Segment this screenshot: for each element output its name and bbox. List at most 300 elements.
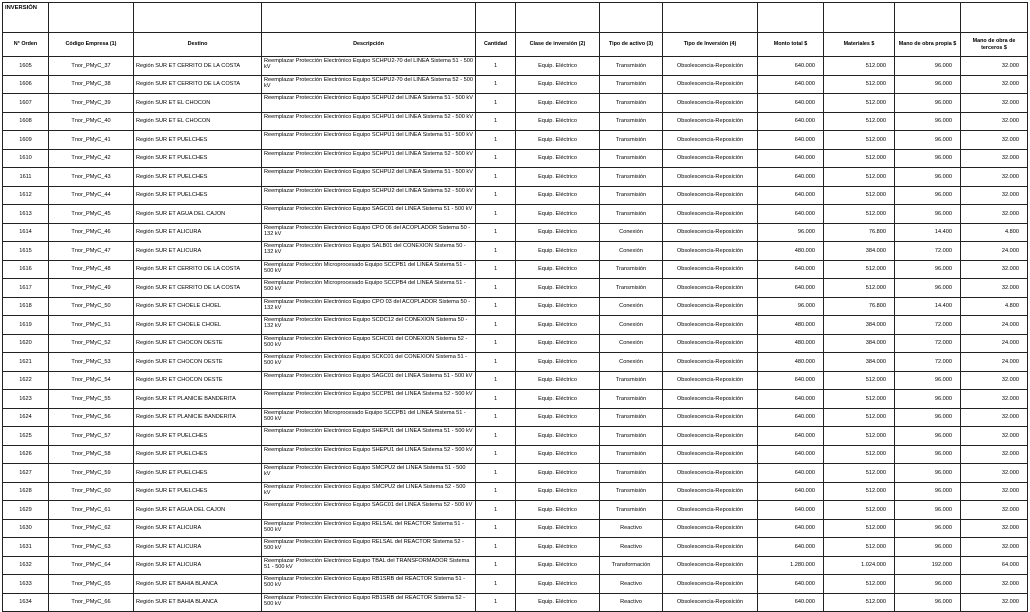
cell-orden: 1617 xyxy=(3,279,49,298)
cell-destino: Región SUR ET PUELCHES xyxy=(134,168,262,187)
cell-orden: 1616 xyxy=(3,260,49,279)
cell-mano-propia: 72.000 xyxy=(895,242,961,261)
cell-tipo-inversion: Obsolescencia-Reposición xyxy=(663,279,758,298)
cell-codigo: Tnor_PMyC_37 xyxy=(49,57,134,76)
cell-mano-propia: 96.000 xyxy=(895,260,961,279)
cell-tipo-activo: Conexión xyxy=(600,223,663,242)
cell-materiales: 512.000 xyxy=(824,149,895,168)
cell-monto: 480.000 xyxy=(758,353,824,372)
cell-monto: 640.000 xyxy=(758,464,824,483)
cell-descripcion: Reemplazar Protección Microprocesado Equipo SCCPB1 del LINEA Sistema 51 - 500 kV xyxy=(262,408,476,427)
cell-mano-terceros: 24.000 xyxy=(961,353,1028,372)
cell-descripcion: Reemplazar Protección Electrónico Equipo SCHPU1 del LINEA Sistema 51 - 500 kV xyxy=(262,131,476,150)
cell-descripcion: Reemplazar Protección Electrónico Equipo SCHPU2 del LINEA Sistema 52 - 500 kV xyxy=(262,186,476,205)
cell-descripcion: Reemplazar Protección Electrónico Equipo RELSAL del REACTOR Sistema 52 - 500 kV xyxy=(262,538,476,557)
cell-codigo: Tnor_PMyC_49 xyxy=(49,279,134,298)
cell-orden: 1624 xyxy=(3,408,49,427)
cell-codigo: Tnor_PMyC_40 xyxy=(49,112,134,131)
table-row xyxy=(3,260,1028,279)
cell-materiales: 512.000 xyxy=(824,593,895,612)
cell-cantidad: 1 xyxy=(476,131,516,150)
cell-mano-terceros: 32.000 xyxy=(961,408,1028,427)
cell-codigo: Tnor_PMyC_57 xyxy=(49,427,134,446)
table-row xyxy=(3,205,1028,224)
cell-clase: Equip. Eléctrico xyxy=(516,390,600,409)
cell-monto: 640.000 xyxy=(758,593,824,612)
cell-clase: Equip. Eléctrico xyxy=(516,316,600,335)
cell-destino: Región SUR ET PUELCHES xyxy=(134,149,262,168)
cell-destino: Región SUR ET PUELCHES xyxy=(134,445,262,464)
cell-materiales: 512.000 xyxy=(824,371,895,390)
cell-cantidad: 1 xyxy=(476,57,516,76)
cell-tipo-activo: Transmisión xyxy=(600,371,663,390)
cell-mano-terceros: 4.800 xyxy=(961,223,1028,242)
cell-materiales: 512.000 xyxy=(824,538,895,557)
cell-cantidad: 1 xyxy=(476,593,516,612)
cell-mano-propia: 96.000 xyxy=(895,371,961,390)
cell-mano-propia: 72.000 xyxy=(895,334,961,353)
cell-descripcion: Reemplazar Protección Electrónico Equipo SAGC01 del LINEA Sistema 52 - 500 kV xyxy=(262,501,476,520)
cell-clase: Equip. Eléctrico xyxy=(516,260,600,279)
cell-destino: Región SUR ET CHOCON OESTE xyxy=(134,371,262,390)
cell-clase: Equip. Eléctrico xyxy=(516,112,600,131)
cell-mano-terceros: 32.000 xyxy=(961,186,1028,205)
table-row xyxy=(3,519,1028,538)
table-row xyxy=(3,112,1028,131)
cell-monto: 640.000 xyxy=(758,112,824,131)
cell-materiales: 384.000 xyxy=(824,353,895,372)
cell-mano-propia: 96.000 xyxy=(895,408,961,427)
table-row xyxy=(3,482,1028,501)
cell-orden: 1631 xyxy=(3,538,49,557)
cell-tipo-inversion: Obsolescencia-Reposición xyxy=(663,316,758,335)
cell-codigo: Tnor_PMyC_58 xyxy=(49,445,134,464)
cell-materiales: 512.000 xyxy=(824,427,895,446)
table-row xyxy=(3,593,1028,612)
cell-destino: Región SUR ET CHOCON OESTE xyxy=(134,353,262,372)
table-row xyxy=(3,427,1028,446)
cell-materiales: 512.000 xyxy=(824,260,895,279)
cell-cantidad: 1 xyxy=(476,186,516,205)
cell-cantidad: 1 xyxy=(476,316,516,335)
cell-mano-terceros: 32.000 xyxy=(961,464,1028,483)
cell-materiales: 512.000 xyxy=(824,445,895,464)
cell-mano-propia: 72.000 xyxy=(895,353,961,372)
cell-clase: Equip. Eléctrico xyxy=(516,501,600,520)
cell-mano-terceros: 32.000 xyxy=(961,445,1028,464)
cell-materiales: 512.000 xyxy=(824,186,895,205)
cell-tipo-inversion: Obsolescencia-Reposición xyxy=(663,242,758,261)
cell-monto: 640.000 xyxy=(758,408,824,427)
cell-mano-terceros: 32.000 xyxy=(961,575,1028,594)
cell-clase: Equip. Eléctrico xyxy=(516,334,600,353)
cell-tipo-activo: Transmisión xyxy=(600,464,663,483)
cell-cantidad: 1 xyxy=(476,575,516,594)
cell-tipo-activo: Reactivo xyxy=(600,593,663,612)
cell-tipo-inversion: Obsolescencia-Reposición xyxy=(663,464,758,483)
table-row xyxy=(3,131,1028,150)
cell-monto: 480.000 xyxy=(758,334,824,353)
cell-destino: Región SUR ET CHOELE CHOEL xyxy=(134,316,262,335)
table-row xyxy=(3,464,1028,483)
cell-monto: 640.000 xyxy=(758,371,824,390)
cell-descripcion: Reemplazar Protección Electrónico Equipo CPO 06 del ACOPLADOR Sistema 50 - 132 kV xyxy=(262,223,476,242)
cell-destino: Región SUR ET CERRITO DE LA COSTA xyxy=(134,279,262,298)
cell-clase: Equip. Eléctrico xyxy=(516,242,600,261)
cell-codigo: Tnor_PMyC_66 xyxy=(49,593,134,612)
cell-monto: 640.000 xyxy=(758,519,824,538)
cell-orden: 1614 xyxy=(3,223,49,242)
cell-tipo-activo: Conexión xyxy=(600,316,663,335)
cell-tipo-activo: Transmisión xyxy=(600,168,663,187)
table-row xyxy=(3,408,1028,427)
cell-monto: 640.000 xyxy=(758,575,824,594)
cell-tipo-inversion: Obsolescencia-Reposición xyxy=(663,390,758,409)
cell-clase: Equip. Eléctrico xyxy=(516,482,600,501)
table-row xyxy=(3,575,1028,594)
cell-tipo-activo: Transmisión xyxy=(600,149,663,168)
cell-materiales: 384.000 xyxy=(824,316,895,335)
cell-materiales: 512.000 xyxy=(824,131,895,150)
cell-orden: 1615 xyxy=(3,242,49,261)
cell-mano-terceros: 32.000 xyxy=(961,482,1028,501)
cell-tipo-inversion: Obsolescencia-Reposición xyxy=(663,223,758,242)
cell-descripcion: Reemplazar Protección Electrónico Equipo SHEPU1 del LINEA Sistema 51 - 500 kV xyxy=(262,427,476,446)
table-row xyxy=(3,501,1028,520)
cell-orden: 1619 xyxy=(3,316,49,335)
cell-tipo-inversion: Obsolescencia-Reposición xyxy=(663,205,758,224)
cell-mano-propia: 96.000 xyxy=(895,186,961,205)
table-row xyxy=(3,186,1028,205)
cell-mano-terceros: 32.000 xyxy=(961,371,1028,390)
cell-descripcion: Reemplazar Protección Electrónico Equipo RELSAL del REACTOR Sistema 51 - 500 kV xyxy=(262,519,476,538)
header-orden: N° Orden xyxy=(3,33,49,57)
cell-cantidad: 1 xyxy=(476,427,516,446)
cell-cantidad: 1 xyxy=(476,75,516,94)
cell-materiales: 512.000 xyxy=(824,464,895,483)
cell-tipo-activo: Reactivo xyxy=(600,538,663,557)
cell-mano-propia: 96.000 xyxy=(895,482,961,501)
cell-tipo-inversion: Obsolescencia-Reposición xyxy=(663,593,758,612)
cell-orden: 1610 xyxy=(3,149,49,168)
cell-tipo-activo: Transmisión xyxy=(600,408,663,427)
cell-tipo-inversion: Obsolescencia-Reposición xyxy=(663,75,758,94)
cell-destino: Región SUR ET BAHIA BLANCA xyxy=(134,593,262,612)
cell-mano-terceros: 32.000 xyxy=(961,149,1028,168)
table-row xyxy=(3,149,1028,168)
cell-codigo: Tnor_PMyC_55 xyxy=(49,390,134,409)
cell-orden: 1625 xyxy=(3,427,49,446)
cell-codigo: Tnor_PMyC_62 xyxy=(49,519,134,538)
cell-descripcion: Reemplazar Protección Electrónico Equipo SCKC01 del CONEXION Sistema 51 - 500 kV xyxy=(262,353,476,372)
cell-monto: 640.000 xyxy=(758,482,824,501)
cell-tipo-inversion: Obsolescencia-Reposición xyxy=(663,445,758,464)
cell-mano-propia: 96.000 xyxy=(895,279,961,298)
cell-destino: Región SUR ET ALICURA xyxy=(134,538,262,557)
cell-cantidad: 1 xyxy=(476,260,516,279)
cell-tipo-inversion: Obsolescencia-Reposición xyxy=(663,353,758,372)
cell-orden: 1608 xyxy=(3,112,49,131)
cell-cantidad: 1 xyxy=(476,94,516,113)
cell-mano-propia: 96.000 xyxy=(895,75,961,94)
cell-codigo: Tnor_PMyC_63 xyxy=(49,538,134,557)
cell-tipo-inversion: Obsolescencia-Reposición xyxy=(663,297,758,316)
cell-materiales: 512.000 xyxy=(824,408,895,427)
cell-destino: Región SUR ET ALICURA xyxy=(134,556,262,575)
cell-tipo-activo: Transmisión xyxy=(600,427,663,446)
cell-materiales: 512.000 xyxy=(824,482,895,501)
cell-monto: 480.000 xyxy=(758,242,824,261)
cell-mano-propia: 96.000 xyxy=(895,519,961,538)
cell-codigo: Tnor_PMyC_43 xyxy=(49,168,134,187)
cell-destino: Región SUR ET PUELCHES xyxy=(134,186,262,205)
cell-clase: Equip. Eléctrico xyxy=(516,186,600,205)
cell-orden: 1626 xyxy=(3,445,49,464)
cell-clase: Equip. Eléctrico xyxy=(516,205,600,224)
cell-clase: Equip. Eléctrico xyxy=(516,353,600,372)
cell-mano-terceros: 32.000 xyxy=(961,205,1028,224)
cell-tipo-activo: Transmisión xyxy=(600,131,663,150)
cell-monto: 640.000 xyxy=(758,168,824,187)
cell-destino: Región SUR ET PUELCHES xyxy=(134,482,262,501)
cell-codigo: Tnor_PMyC_53 xyxy=(49,353,134,372)
cell-tipo-inversion: Obsolescencia-Reposición xyxy=(663,501,758,520)
cell-tipo-inversion: Obsolescencia-Reposición xyxy=(663,94,758,113)
cell-mano-terceros: 32.000 xyxy=(961,427,1028,446)
cell-orden: 1613 xyxy=(3,205,49,224)
cell-mano-propia: 96.000 xyxy=(895,593,961,612)
cell-descripcion: Reemplazar Protección Electrónico Equipo SCDC12 del CONEXION Sistema 50 - 132 kV xyxy=(262,316,476,335)
cell-monto: 480.000 xyxy=(758,316,824,335)
cell-mano-terceros: 24.000 xyxy=(961,242,1028,261)
cell-tipo-activo: Conexión xyxy=(600,242,663,261)
cell-cantidad: 1 xyxy=(476,297,516,316)
cell-mano-propia: 96.000 xyxy=(895,94,961,113)
cell-mano-propia: 96.000 xyxy=(895,445,961,464)
cell-tipo-inversion: Obsolescencia-Reposición xyxy=(663,112,758,131)
cell-orden: 1630 xyxy=(3,519,49,538)
cell-mano-terceros: 24.000 xyxy=(961,316,1028,335)
cell-materiales: 76.800 xyxy=(824,297,895,316)
cell-orden: 1605 xyxy=(3,57,49,76)
cell-materiales: 384.000 xyxy=(824,334,895,353)
cell-cantidad: 1 xyxy=(476,445,516,464)
cell-clase: Equip. Eléctrico xyxy=(516,168,600,187)
cell-mano-propia: 96.000 xyxy=(895,427,961,446)
cell-monto: 640.000 xyxy=(758,94,824,113)
cell-codigo: Tnor_PMyC_39 xyxy=(49,94,134,113)
cell-mano-propia: 72.000 xyxy=(895,316,961,335)
cell-mano-propia: 96.000 xyxy=(895,149,961,168)
table-row xyxy=(3,556,1028,575)
cell-monto: 640.000 xyxy=(758,131,824,150)
cell-clase: Equip. Eléctrico xyxy=(516,94,600,113)
cell-descripcion: Reemplazar Protección Electrónico Equipo CPO 03 del ACOPLADOR Sistema 50 - 132 kV xyxy=(262,297,476,316)
cell-tipo-inversion: Obsolescencia-Reposición xyxy=(663,408,758,427)
cell-monto: 640.000 xyxy=(758,427,824,446)
header-cantidad: Cantidad xyxy=(476,33,516,57)
cell-descripcion: Reemplazar Protección Electrónico Equipo RB1SRB del REACTOR Sistema 52 - 500 kV xyxy=(262,593,476,612)
cell-materiales: 384.000 xyxy=(824,242,895,261)
cell-codigo: Tnor_PMyC_56 xyxy=(49,408,134,427)
cell-descripcion: Reemplazar Protección Electrónico Equipo SCHPU2-70 del LINEA Sistema 52 - 500 kV xyxy=(262,75,476,94)
cell-tipo-inversion: Obsolescencia-Reposición xyxy=(663,538,758,557)
cell-descripcion: Reemplazar Protección Electrónico Equipo SALB01 del CONEXION Sistema 50 - 132 kV xyxy=(262,242,476,261)
cell-codigo: Tnor_PMyC_54 xyxy=(49,371,134,390)
cell-monto: 640.000 xyxy=(758,501,824,520)
cell-materiales: 512.000 xyxy=(824,501,895,520)
cell-orden: 1622 xyxy=(3,371,49,390)
cell-mano-terceros: 24.000 xyxy=(961,334,1028,353)
cell-descripcion: Reemplazar Protección Electrónico Equipo SCHPU1 del LINEA Sistema 52 - 500 kV xyxy=(262,149,476,168)
cell-monto: 640.000 xyxy=(758,538,824,557)
header-tipo-activo: Tipo de activo (3) xyxy=(600,33,663,57)
title-row xyxy=(3,3,1028,33)
cell-clase: Equip. Eléctrico xyxy=(516,75,600,94)
cell-tipo-inversion: Obsolescencia-Reposición xyxy=(663,519,758,538)
cell-monto: 640.000 xyxy=(758,205,824,224)
cell-mano-terceros: 32.000 xyxy=(961,501,1028,520)
cell-tipo-activo: Transmisión xyxy=(600,94,663,113)
cell-clase: Equip. Eléctrico xyxy=(516,538,600,557)
cell-monto: 96.000 xyxy=(758,223,824,242)
cell-tipo-inversion: Obsolescencia-Reposición xyxy=(663,57,758,76)
table-row xyxy=(3,353,1028,372)
cell-cantidad: 1 xyxy=(476,371,516,390)
cell-clase: Equip. Eléctrico xyxy=(516,556,600,575)
table-row xyxy=(3,242,1028,261)
cell-cantidad: 1 xyxy=(476,112,516,131)
cell-orden: 1612 xyxy=(3,186,49,205)
cell-cantidad: 1 xyxy=(476,464,516,483)
cell-mano-terceros: 32.000 xyxy=(961,75,1028,94)
cell-cantidad: 1 xyxy=(476,482,516,501)
cell-codigo: Tnor_PMyC_46 xyxy=(49,223,134,242)
cell-materiales: 512.000 xyxy=(824,575,895,594)
header-row xyxy=(3,33,1028,57)
cell-mano-propia: 96.000 xyxy=(895,575,961,594)
cell-mano-terceros: 32.000 xyxy=(961,94,1028,113)
cell-monto: 640.000 xyxy=(758,279,824,298)
cell-cantidad: 1 xyxy=(476,168,516,187)
cell-destino: Región SUR ET AGUA DEL CAJON xyxy=(134,205,262,224)
cell-destino: Región SUR ET EL CHOCON xyxy=(134,94,262,113)
cell-orden: 1620 xyxy=(3,334,49,353)
cell-monto: 640.000 xyxy=(758,260,824,279)
cell-destino: Región SUR ET CHOCON OESTE xyxy=(134,334,262,353)
header-mano-propia: Mano de obra propia $ xyxy=(895,33,961,57)
cell-materiales: 512.000 xyxy=(824,94,895,113)
cell-tipo-activo: Transmisión xyxy=(600,75,663,94)
cell-mano-propia: 96.000 xyxy=(895,390,961,409)
cell-codigo: Tnor_PMyC_38 xyxy=(49,75,134,94)
cell-codigo: Tnor_PMyC_61 xyxy=(49,501,134,520)
cell-cantidad: 1 xyxy=(476,538,516,557)
cell-destino: Región SUR ET PLANICIE BANDERITA xyxy=(134,390,262,409)
cell-tipo-activo: Transmisión xyxy=(600,112,663,131)
cell-descripcion: Reemplazar Protección Electrónico Equipo SCHC01 del CONEXION Sistema 52 - 500 kV xyxy=(262,334,476,353)
cell-codigo: Tnor_PMyC_65 xyxy=(49,575,134,594)
cell-monto: 96.000 xyxy=(758,297,824,316)
cell-orden: 1606 xyxy=(3,75,49,94)
cell-descripcion: Reemplazar Protección Electrónico Equipo SCHPU1 del LINEA Sistema 52 - 500 kV xyxy=(262,112,476,131)
cell-clase: Equip. Eléctrico xyxy=(516,279,600,298)
cell-tipo-activo: Transmisión xyxy=(600,279,663,298)
cell-tipo-activo: Reactivo xyxy=(600,575,663,594)
cell-clase: Equip. Eléctrico xyxy=(516,149,600,168)
header-destino: Destino xyxy=(134,33,262,57)
cell-tipo-activo: Transmisión xyxy=(600,57,663,76)
cell-codigo: Tnor_PMyC_48 xyxy=(49,260,134,279)
cell-descripcion: Reemplazar Protección Electrónico Equipo SAGC01 del LINEA Sistema 51 - 500 kV xyxy=(262,205,476,224)
cell-destino: Región SUR ET PUELCHES xyxy=(134,131,262,150)
cell-tipo-activo: Conexión xyxy=(600,334,663,353)
cell-tipo-inversion: Obsolescencia-Reposición xyxy=(663,260,758,279)
sheet-title: INVERSIÓN xyxy=(3,3,49,33)
table-row xyxy=(3,445,1028,464)
cell-tipo-activo: Reactivo xyxy=(600,519,663,538)
cell-orden: 1628 xyxy=(3,482,49,501)
cell-orden: 1632 xyxy=(3,556,49,575)
header-tipo-inversion: Tipo de Inversión (4) xyxy=(663,33,758,57)
cell-codigo: Tnor_PMyC_50 xyxy=(49,297,134,316)
cell-orden: 1629 xyxy=(3,501,49,520)
table-row xyxy=(3,75,1028,94)
cell-cantidad: 1 xyxy=(476,519,516,538)
table-row xyxy=(3,297,1028,316)
cell-descripcion: Reemplazar Protección Electrónico Equipo RB1SRB del REACTOR Sistema 51 - 500 kV xyxy=(262,575,476,594)
cell-cantidad: 1 xyxy=(476,353,516,372)
cell-mano-propia: 96.000 xyxy=(895,112,961,131)
cell-cantidad: 1 xyxy=(476,279,516,298)
cell-mano-terceros: 32.000 xyxy=(961,593,1028,612)
cell-tipo-inversion: Obsolescencia-Reposición xyxy=(663,427,758,446)
cell-codigo: Tnor_PMyC_45 xyxy=(49,205,134,224)
cell-clase: Equip. Eléctrico xyxy=(516,57,600,76)
cell-destino: Región SUR ET PUELCHES xyxy=(134,464,262,483)
cell-destino: Región SUR ET CERRITO DE LA COSTA xyxy=(134,57,262,76)
header-clase: Clase de inversión (2) xyxy=(516,33,600,57)
cell-orden: 1627 xyxy=(3,464,49,483)
cell-codigo: Tnor_PMyC_44 xyxy=(49,186,134,205)
header-descripcion: Descripción xyxy=(262,33,476,57)
cell-materiales: 512.000 xyxy=(824,57,895,76)
header-codigo: Código Empresa (1) xyxy=(49,33,134,57)
cell-monto: 1.280.000 xyxy=(758,556,824,575)
cell-descripcion: Reemplazar Protección Electrónico Equipo SCHPU2 del LINEA Sistema 51 - 500 kV xyxy=(262,168,476,187)
cell-descripcion: Reemplazar Protección Electrónico Equipo SCCPB1 del LINEA Sistema 52 - 500 kV xyxy=(262,390,476,409)
cell-mano-propia: 96.000 xyxy=(895,57,961,76)
cell-clase: Equip. Eléctrico xyxy=(516,371,600,390)
cell-materiales: 1.024.000 xyxy=(824,556,895,575)
cell-orden: 1609 xyxy=(3,131,49,150)
cell-destino: Región SUR ET EL CHOCON xyxy=(134,112,262,131)
cell-destino: Región SUR ET ALICURA xyxy=(134,519,262,538)
cell-descripcion: Reemplazar Protección Microprocesado Equipo SCCPB4 del LINEA Sistema 51 - 500 kV xyxy=(262,279,476,298)
table-row xyxy=(3,168,1028,187)
cell-materiales: 512.000 xyxy=(824,390,895,409)
cell-codigo: Tnor_PMyC_51 xyxy=(49,316,134,335)
cell-mano-terceros: 64.000 xyxy=(961,556,1028,575)
cell-monto: 640.000 xyxy=(758,186,824,205)
cell-materiales: 512.000 xyxy=(824,112,895,131)
table-row xyxy=(3,316,1028,335)
cell-clase: Equip. Eléctrico xyxy=(516,131,600,150)
cell-codigo: Tnor_PMyC_60 xyxy=(49,482,134,501)
cell-mano-propia: 14.400 xyxy=(895,223,961,242)
cell-cantidad: 1 xyxy=(476,556,516,575)
cell-codigo: Tnor_PMyC_52 xyxy=(49,334,134,353)
